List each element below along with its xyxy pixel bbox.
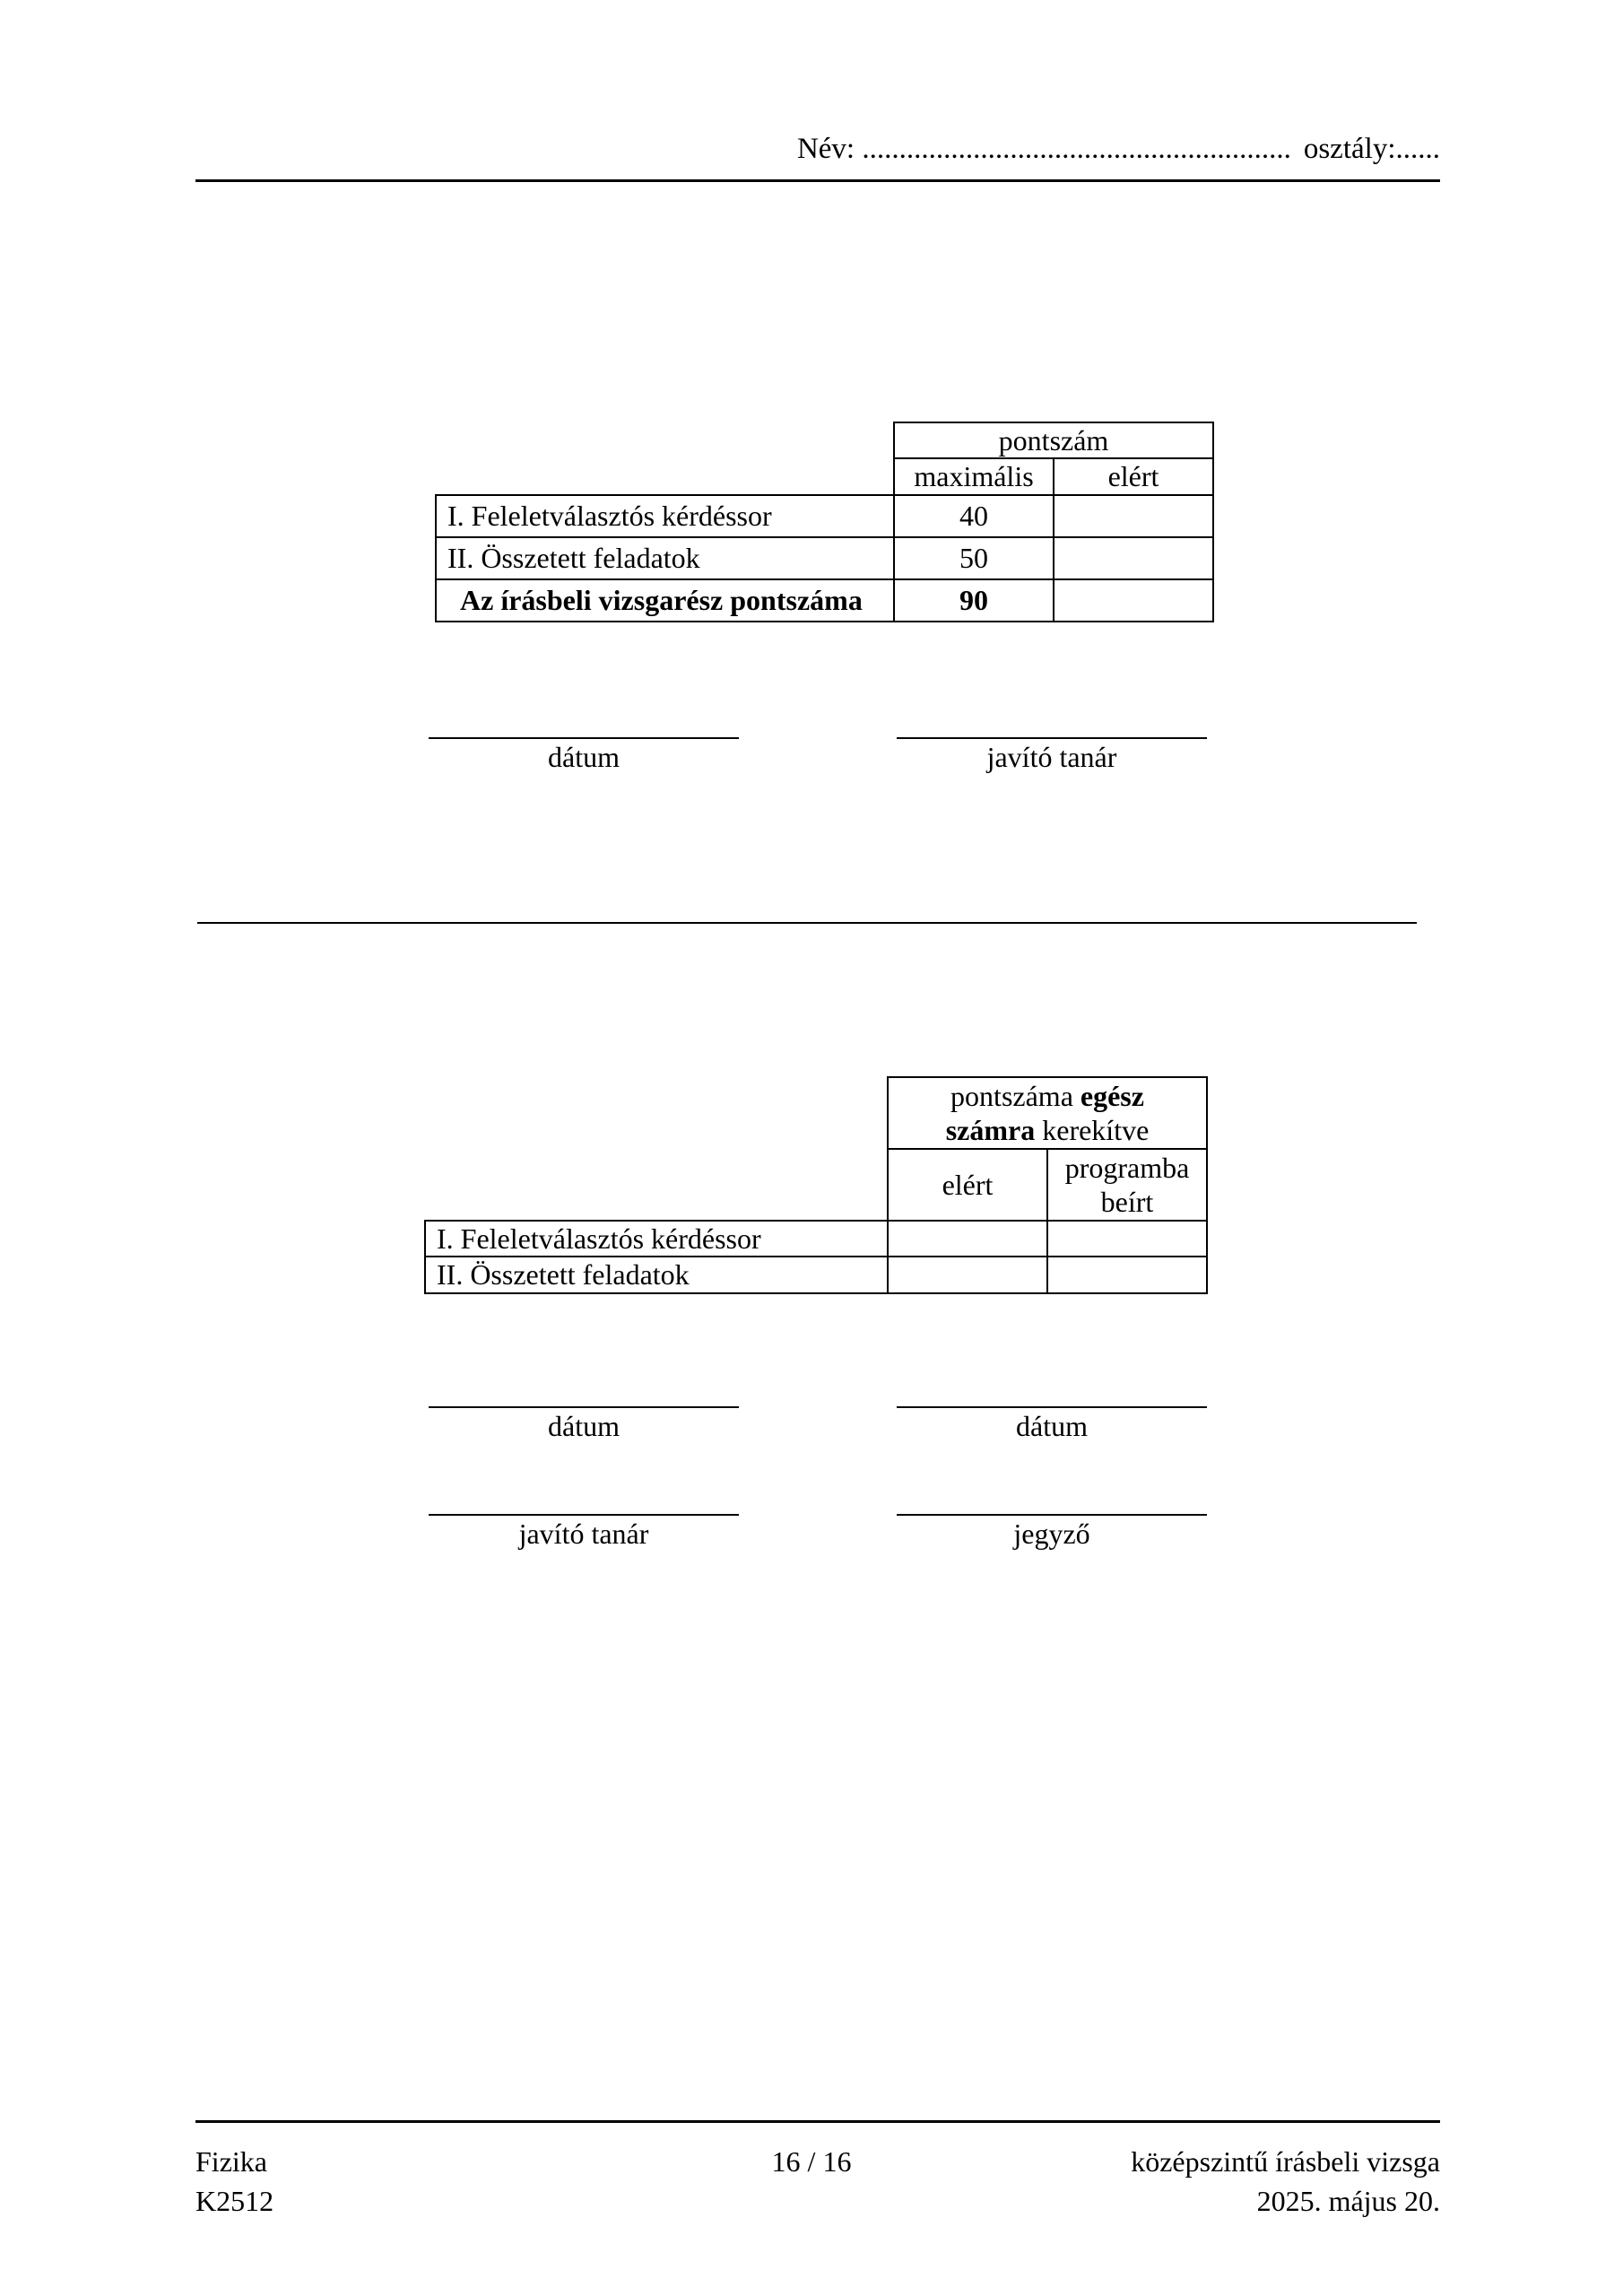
program-header-line2: beírt bbox=[1100, 1186, 1154, 1218]
table-row bbox=[436, 537, 1213, 579]
class-field-label: osztály:...... bbox=[1303, 133, 1440, 165]
signature-line-date-notary[interactable] bbox=[897, 1406, 1207, 1408]
table-header-row bbox=[425, 1077, 1207, 1149]
signature-label-teacher2: javító tanár bbox=[518, 1518, 649, 1550]
row-label: II. Összetett feladatok bbox=[436, 537, 894, 579]
rounded-header-text: pontszáma bbox=[950, 1079, 1081, 1112]
signature-line-notary[interactable] bbox=[897, 1514, 1207, 1516]
table-row-total bbox=[436, 579, 1213, 622]
table-row bbox=[425, 1257, 1207, 1292]
program-column-header bbox=[1047, 1149, 1207, 1221]
table-corner bbox=[425, 1077, 888, 1221]
achieved-column-header: elért bbox=[888, 1149, 1047, 1221]
max-points-cell: 50 bbox=[894, 537, 1054, 579]
program-header-line1: programba bbox=[1064, 1151, 1190, 1184]
signature-label-date: dátum bbox=[548, 741, 620, 773]
header-name-class bbox=[797, 133, 1440, 166]
footer-page-number: 16 / 16 bbox=[771, 2145, 852, 2178]
program-cell[interactable] bbox=[1047, 1257, 1207, 1292]
total-achieved-points-cell[interactable] bbox=[1054, 579, 1213, 622]
achieved-cell[interactable] bbox=[888, 1221, 1047, 1257]
signature-label-date-notary: dátum bbox=[1016, 1410, 1088, 1442]
achieved-points-cell[interactable] bbox=[1054, 537, 1213, 579]
footer-exam-type: középszintű írásbeli vizsga bbox=[1131, 2145, 1440, 2178]
row-label: I. Feleletválasztós kérdéssor bbox=[425, 1221, 888, 1257]
max-points-cell: 40 bbox=[894, 495, 1054, 537]
signature-label-teacher: javító tanár bbox=[986, 741, 1117, 773]
row-label: I. Feleletválasztós kérdéssor bbox=[436, 495, 894, 537]
max-column-header: maximális bbox=[894, 458, 1054, 494]
program-cell[interactable] bbox=[1047, 1221, 1207, 1257]
signature-line-date[interactable] bbox=[429, 737, 739, 739]
signature-line-teacher2[interactable] bbox=[429, 1514, 739, 1516]
rounded-header-bold-number: számra bbox=[945, 1114, 1036, 1146]
score-table-rounded bbox=[424, 1076, 1208, 1294]
table-row bbox=[425, 1221, 1207, 1257]
achieved-points-cell[interactable] bbox=[1054, 495, 1213, 537]
signature-line-date-teacher[interactable] bbox=[429, 1406, 739, 1408]
signature-line-teacher[interactable] bbox=[897, 737, 1207, 739]
section-divider bbox=[197, 922, 1417, 924]
footer-subject: Fizika bbox=[195, 2145, 267, 2178]
name-field-label: Név: .......................................................... bbox=[796, 133, 1291, 165]
row-label: II. Összetett feladatok bbox=[425, 1257, 888, 1292]
total-row-label: Az írásbeli vizsgarész pontszáma bbox=[436, 579, 894, 622]
points-group-header: pontszám bbox=[894, 422, 1213, 458]
table-corner bbox=[436, 422, 894, 495]
achieved-cell[interactable] bbox=[888, 1257, 1047, 1292]
rounded-group-header bbox=[888, 1077, 1207, 1149]
achieved-column-header: elért bbox=[1054, 458, 1213, 494]
rounded-header-text-end: kerekítve bbox=[1035, 1114, 1150, 1146]
table-header-row bbox=[436, 422, 1213, 458]
score-table-points bbox=[435, 422, 1214, 622]
footer-date: 2025. május 20. bbox=[1256, 2185, 1440, 2217]
header-rule bbox=[195, 179, 1440, 182]
signature-label-date-teacher: dátum bbox=[548, 1410, 620, 1442]
total-max-points-cell: 90 bbox=[894, 579, 1054, 622]
table-row bbox=[436, 495, 1213, 537]
footer-rule bbox=[195, 2120, 1440, 2123]
rounded-header-bold-whole: egész bbox=[1080, 1079, 1144, 1112]
footer-code: K2512 bbox=[195, 2185, 274, 2217]
signature-label-notary: jegyző bbox=[1013, 1518, 1090, 1550]
